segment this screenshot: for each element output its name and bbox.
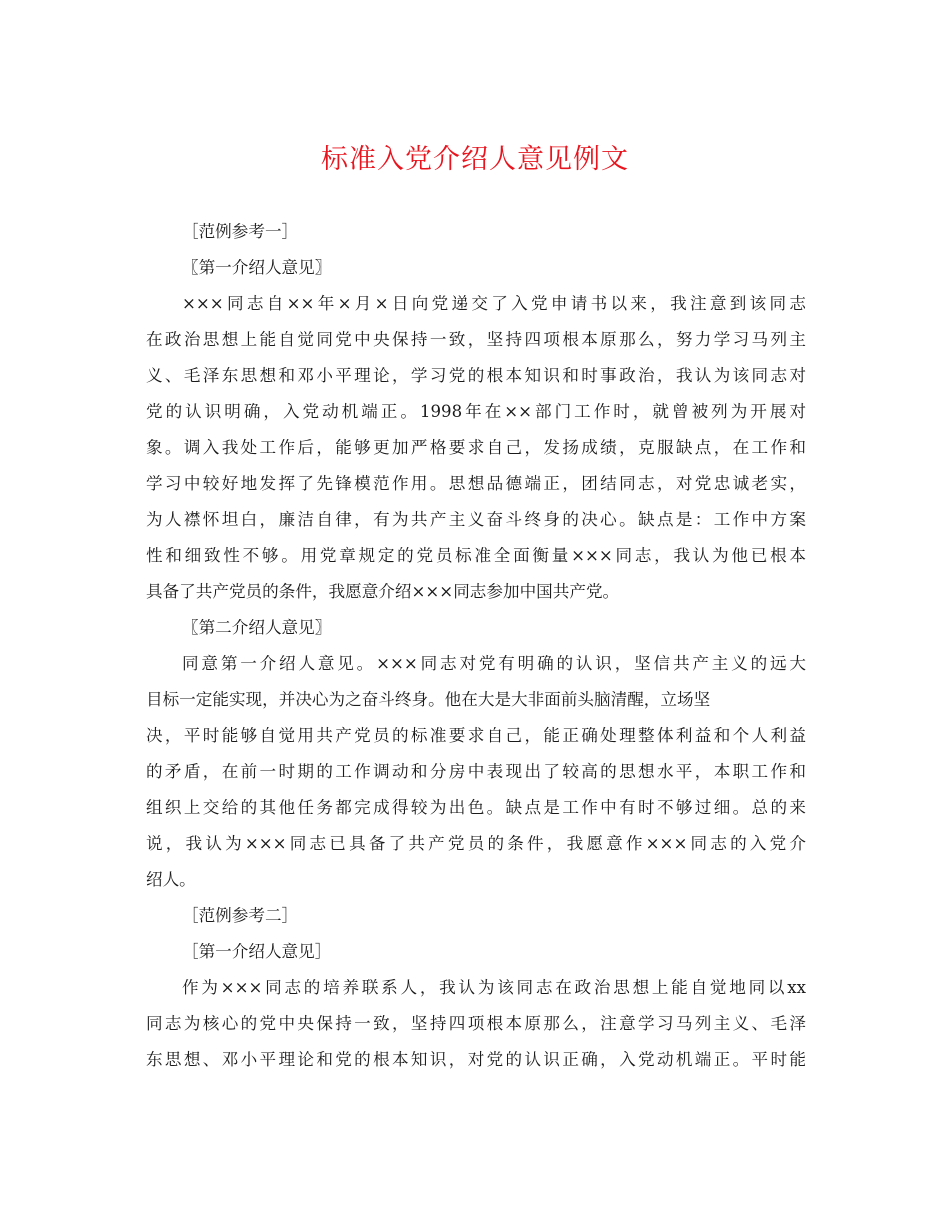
text-line: 绍人。 xyxy=(146,870,196,889)
text-line: 同意第一介绍人意见。×××同志对党有明确的认识，坚信共产主义的远大 xyxy=(182,654,806,673)
text-line: 〖第一介绍人意见〗 xyxy=(182,258,332,277)
text-line: 性和细致性不够。用党章规定的党员标准全面衡量×××同志，我认为他已根本 xyxy=(146,546,806,565)
text-line: ［范例参考二］ xyxy=(182,906,299,925)
text-line: ［第一介绍人意见］ xyxy=(182,942,332,961)
text-line: 学习中较好地发挥了先锋模范作用。思想品德端正，团结同志，对党忠诚老实， xyxy=(146,474,806,493)
text-line: 〖第二介绍人意见〗 xyxy=(182,618,332,637)
text-line: 具备了共产党员的条件，我愿意介绍×××同志参加中国共产党。 xyxy=(146,582,620,601)
text-line: 义、毛泽东思想和邓小平理论，学习党的根本知识和时事政治，我认为该同志对 xyxy=(146,366,806,385)
text-line: ×××同志自××年×月×日向党递交了入党申请书以来，我注意到该同志 xyxy=(182,294,806,313)
text-line: 同志为核心的党中央保持一致，坚持四项根本原那么，注意学习马列主义、毛泽 xyxy=(146,1014,806,1033)
text-line: 为人襟怀坦白，廉洁自律，有为共产主义奋斗终身的决心。缺点是：工作中方案 xyxy=(146,510,806,529)
text-line: 在政治思想上能自觉同党中央保持一致，坚持四项根本原那么，努力学习马列主 xyxy=(146,330,806,349)
text-line: 作为×××同志的培养联系人，我认为该同志在政治思想上能自觉地同以xx xyxy=(182,978,806,997)
text-line: 组织上交给的其他任务都完成得较为出色。缺点是工作中有时不够过细。总的来 xyxy=(146,798,806,817)
document-title: 标准入党介绍人意见例文 xyxy=(321,144,629,175)
text-line: ［范例参考一］ xyxy=(182,222,299,241)
text-line: 说，我认为×××同志已具备了共产党员的条件，我愿意作×××同志的入党介 xyxy=(146,834,806,853)
text-line: 目标一定能实现，并决心为之奋斗终身。他在大是大非面前头脑清醒，立场坚 xyxy=(146,690,711,709)
document-body xyxy=(146,214,806,1078)
text-line: 的矛盾，在前一时期的工作调动和分房中表现出了较高的思想水平，本职工作和 xyxy=(146,762,806,781)
text-line: 东思想、邓小平理论和党的根本知识，对党的认识正确，入党动机端正。平时能 xyxy=(146,1050,806,1069)
text-line: 党的认识明确，入党动机端正。1998年在××部门工作时，就曾被列为开展对 xyxy=(146,402,806,421)
text-line: 决，平时能够自觉用共产党员的标准要求自己，能正确处理整体利益和个人利益 xyxy=(146,726,806,745)
text-line: 象。调入我处工作后，能够更加严格要求自己，发扬成绩，克服缺点，在工作和 xyxy=(146,438,806,457)
